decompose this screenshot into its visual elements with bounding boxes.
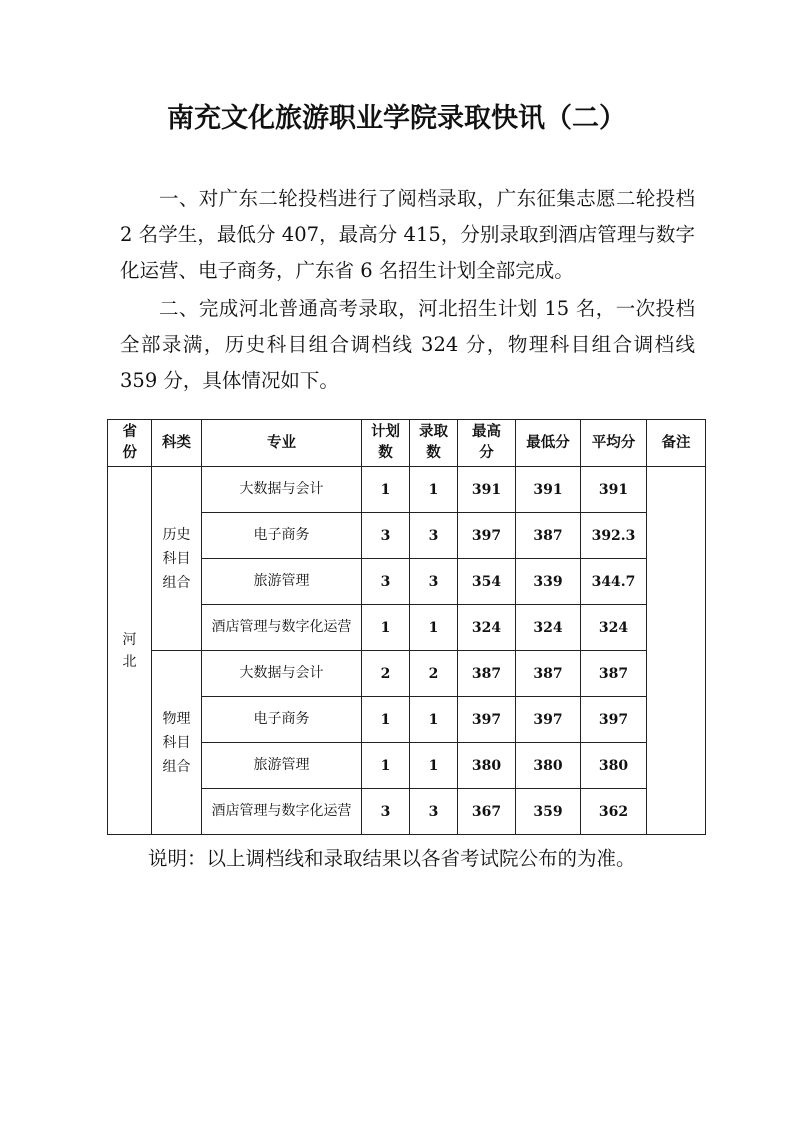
major-cell: 旅游管理 xyxy=(202,743,362,789)
footnote: 说明：以上调档线和录取结果以各省考试院公布的为准。 xyxy=(148,847,636,870)
avg-score-cell: 397 xyxy=(581,697,647,743)
plan-cell: 3 xyxy=(362,789,410,835)
plan-cell: 1 xyxy=(362,697,410,743)
header-province: 省份 xyxy=(108,420,152,467)
max-score-cell: 397 xyxy=(458,697,516,743)
remark-cell xyxy=(647,467,706,835)
header-avg: 平均分 xyxy=(581,420,647,467)
max-score-cell: 354 xyxy=(458,559,516,605)
category-cell-physics: 物理科目组合 xyxy=(152,651,202,835)
min-score-cell: 387 xyxy=(516,513,581,559)
plan-cell: 1 xyxy=(362,605,410,651)
admitted-cell: 3 xyxy=(410,789,458,835)
min-score-cell: 339 xyxy=(516,559,581,605)
major-cell: 旅游管理 xyxy=(202,559,362,605)
plan-cell: 3 xyxy=(362,513,410,559)
major-cell: 酒店管理与数字化运营 xyxy=(202,789,362,835)
max-score-cell: 380 xyxy=(458,743,516,789)
header-category: 科类 xyxy=(152,420,202,467)
plan-cell: 2 xyxy=(362,651,410,697)
max-score-cell: 391 xyxy=(458,467,516,513)
header-major: 专业 xyxy=(202,420,362,467)
avg-score-cell: 391 xyxy=(581,467,647,513)
plan-cell: 1 xyxy=(362,743,410,789)
header-remark: 备注 xyxy=(647,420,706,467)
min-score-cell: 387 xyxy=(516,651,581,697)
category-cell-history: 历史科目组合 xyxy=(152,467,202,651)
admission-table xyxy=(107,419,706,835)
header-max: 最高分 xyxy=(458,420,516,467)
admitted-cell: 1 xyxy=(410,467,458,513)
min-score-cell: 397 xyxy=(516,697,581,743)
header-admitted: 录取数 xyxy=(410,420,458,467)
min-score-cell: 359 xyxy=(516,789,581,835)
admitted-cell: 3 xyxy=(410,513,458,559)
admitted-cell: 1 xyxy=(410,605,458,651)
min-score-cell: 324 xyxy=(516,605,581,651)
major-cell: 大数据与会计 xyxy=(202,651,362,697)
admitted-cell: 3 xyxy=(410,559,458,605)
avg-score-cell: 362 xyxy=(581,789,647,835)
admitted-cell: 1 xyxy=(410,697,458,743)
major-cell: 电子商务 xyxy=(202,697,362,743)
max-score-cell: 324 xyxy=(458,605,516,651)
avg-score-cell: 392.3 xyxy=(581,513,647,559)
avg-score-cell: 324 xyxy=(581,605,647,651)
avg-score-cell: 387 xyxy=(581,651,647,697)
plan-cell: 1 xyxy=(362,467,410,513)
avg-score-cell: 380 xyxy=(581,743,647,789)
major-cell: 电子商务 xyxy=(202,513,362,559)
min-score-cell: 380 xyxy=(516,743,581,789)
major-cell: 酒店管理与数字化运营 xyxy=(202,605,362,651)
province-cell: 河北 xyxy=(108,467,152,835)
min-score-cell: 391 xyxy=(516,467,581,513)
max-score-cell: 367 xyxy=(458,789,516,835)
max-score-cell: 387 xyxy=(458,651,516,697)
major-cell: 大数据与会计 xyxy=(202,467,362,513)
header-plan: 计划数 xyxy=(362,420,410,467)
table-row xyxy=(108,467,706,513)
avg-score-cell: 344.7 xyxy=(581,559,647,605)
plan-cell: 3 xyxy=(362,559,410,605)
admitted-cell: 2 xyxy=(410,651,458,697)
paragraph-guangdong: 一、对广东二轮投档进行了阅档录取，广东征集志愿二轮投档 2 名学生，最低分 407，最高分 415，分别录取到酒店管理与数字化运营、电子商务，广东省 6 名招生计划全部完成。 xyxy=(120,187,695,282)
page-title: 南充文化旅游职业学院录取快讯（二） xyxy=(167,103,626,134)
paragraph-hebei: 二、完成河北普通高考录取，河北招生计划 15 名，一次投档全部录满，历史科目组合调档线 324 分，物理科目组合调档线 359 分，具体情况如下。 xyxy=(120,297,695,392)
table-row xyxy=(108,651,706,697)
max-score-cell: 397 xyxy=(458,513,516,559)
admitted-cell: 1 xyxy=(410,743,458,789)
table-header-row xyxy=(108,420,706,467)
header-min: 最低分 xyxy=(516,420,581,467)
